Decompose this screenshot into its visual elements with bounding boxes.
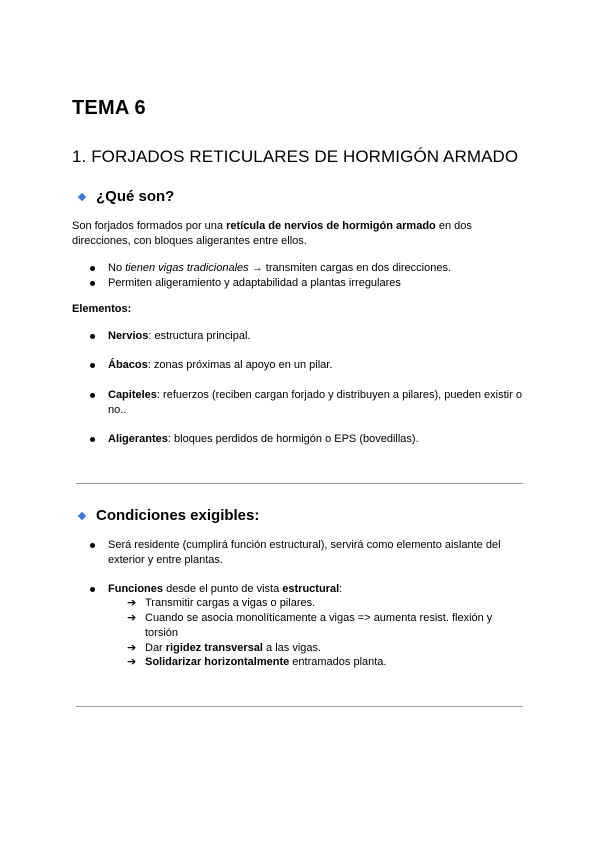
list-item (108, 582, 342, 597)
element-desc: : bloques perdidos de hormigón o EPS (bovedillas). (167, 433, 419, 445)
arrow-right-icon: ➔ (127, 612, 137, 624)
horizontal-divider (76, 483, 523, 484)
bullet-dot-icon (90, 587, 95, 592)
element-desc: : estructura principal. (148, 330, 251, 342)
list-item (108, 358, 332, 373)
arrow-right-icon: ➔ (127, 656, 137, 668)
sub-list-item (145, 641, 321, 656)
sub-item-post: entramados planta. (289, 656, 387, 668)
element-term: Capiteles (108, 389, 157, 401)
diamond-bullet-icon (78, 192, 86, 200)
sub-item-pre: Dar (145, 642, 166, 654)
condicion-text-line2: exterior y entre plantas. (108, 554, 223, 566)
sub-item-post: a las vigas. (263, 642, 322, 654)
sub-list-item (145, 596, 315, 611)
funciones-end: : (339, 583, 343, 595)
list-item (108, 329, 250, 344)
intro-text-post: en dos (435, 220, 472, 232)
sub-item-bold: Solidarizar horizontalmente (145, 656, 290, 668)
sub-list-item (145, 655, 386, 670)
arrow-right-icon: ➔ (127, 597, 137, 609)
list-item (108, 388, 528, 418)
bullet-dot-icon (90, 281, 95, 286)
list-item (108, 261, 451, 276)
element-term: Nervios (108, 330, 149, 342)
intro-text-pre: Son forjados formados por una (72, 220, 227, 232)
bullet-text-post: → transmiten cargas en dos direcciones. (248, 262, 452, 274)
arrow-right-icon: ➔ (127, 642, 137, 654)
list-item (108, 276, 401, 291)
bullet-text-italic: tienen vigas tradicionales (125, 262, 249, 274)
element-term: Ábacos (108, 359, 148, 371)
funciones-bold2: estructural (282, 583, 340, 595)
bullet-dot-icon (90, 437, 95, 442)
sub-item-text: Cuando se asocia monolíticamente a vigas => aumenta resist. flexión y (145, 612, 493, 624)
sub-list-item-continuation (145, 626, 178, 641)
section-title: 1. FORJADOS RETICULARES DE HORMIGÓN ARMADO (72, 147, 519, 166)
bullet-text-pre: No (108, 262, 126, 274)
que-son-heading (77, 188, 174, 205)
list-item (108, 538, 528, 568)
sub-list-item (145, 611, 492, 626)
bullet-dot-icon (90, 543, 95, 548)
sub-item-bold: rigidez transversal (165, 642, 263, 654)
element-desc: : refuerzos (reciben cargan forjado y distribuyen a pilares), pueden existir o (156, 389, 522, 401)
elementos-label-text: Elementos: (72, 303, 132, 315)
sub-item-text: torsión (145, 627, 179, 639)
condiciones-heading (77, 507, 259, 524)
element-desc: : zonas próximas al apoyo en un pilar. (147, 359, 333, 371)
intro-text-line2: direcciones, con bloques aligerantes entre ellos. (72, 235, 307, 247)
funciones-bold: Funciones (108, 583, 164, 595)
list-item (108, 432, 419, 447)
bullet-text-pre: Permiten aligeramiento y adaptabilidad a plantas irregulares (108, 277, 401, 289)
funciones-mid: desde el punto de vista (163, 583, 283, 595)
bullet-dot-icon (90, 334, 95, 339)
elementos-label (72, 302, 131, 317)
que-son-heading-text: ¿Qué son? (96, 188, 175, 205)
horizontal-divider (76, 706, 523, 707)
bullet-dot-icon (90, 266, 95, 271)
bullet-dot-icon (90, 363, 95, 368)
diamond-bullet-icon (78, 511, 86, 519)
bullet-dot-icon (90, 393, 95, 398)
element-term: Aligerantes (108, 433, 168, 445)
page-title: TEMA 6 (72, 97, 146, 119)
condiciones-heading-text: Condiciones exigibles: (96, 507, 260, 524)
element-desc-line2: no.. (108, 404, 127, 416)
intro-paragraph (72, 219, 512, 249)
intro-text-bold: retícula de nervios de hormigón armado (226, 220, 436, 232)
condicion-text: Será residente (cumplirá función estructural), servirá como elemento aislante del (108, 539, 501, 551)
sub-item-text: Transmitir cargas a vigas o pilares. (145, 597, 316, 609)
